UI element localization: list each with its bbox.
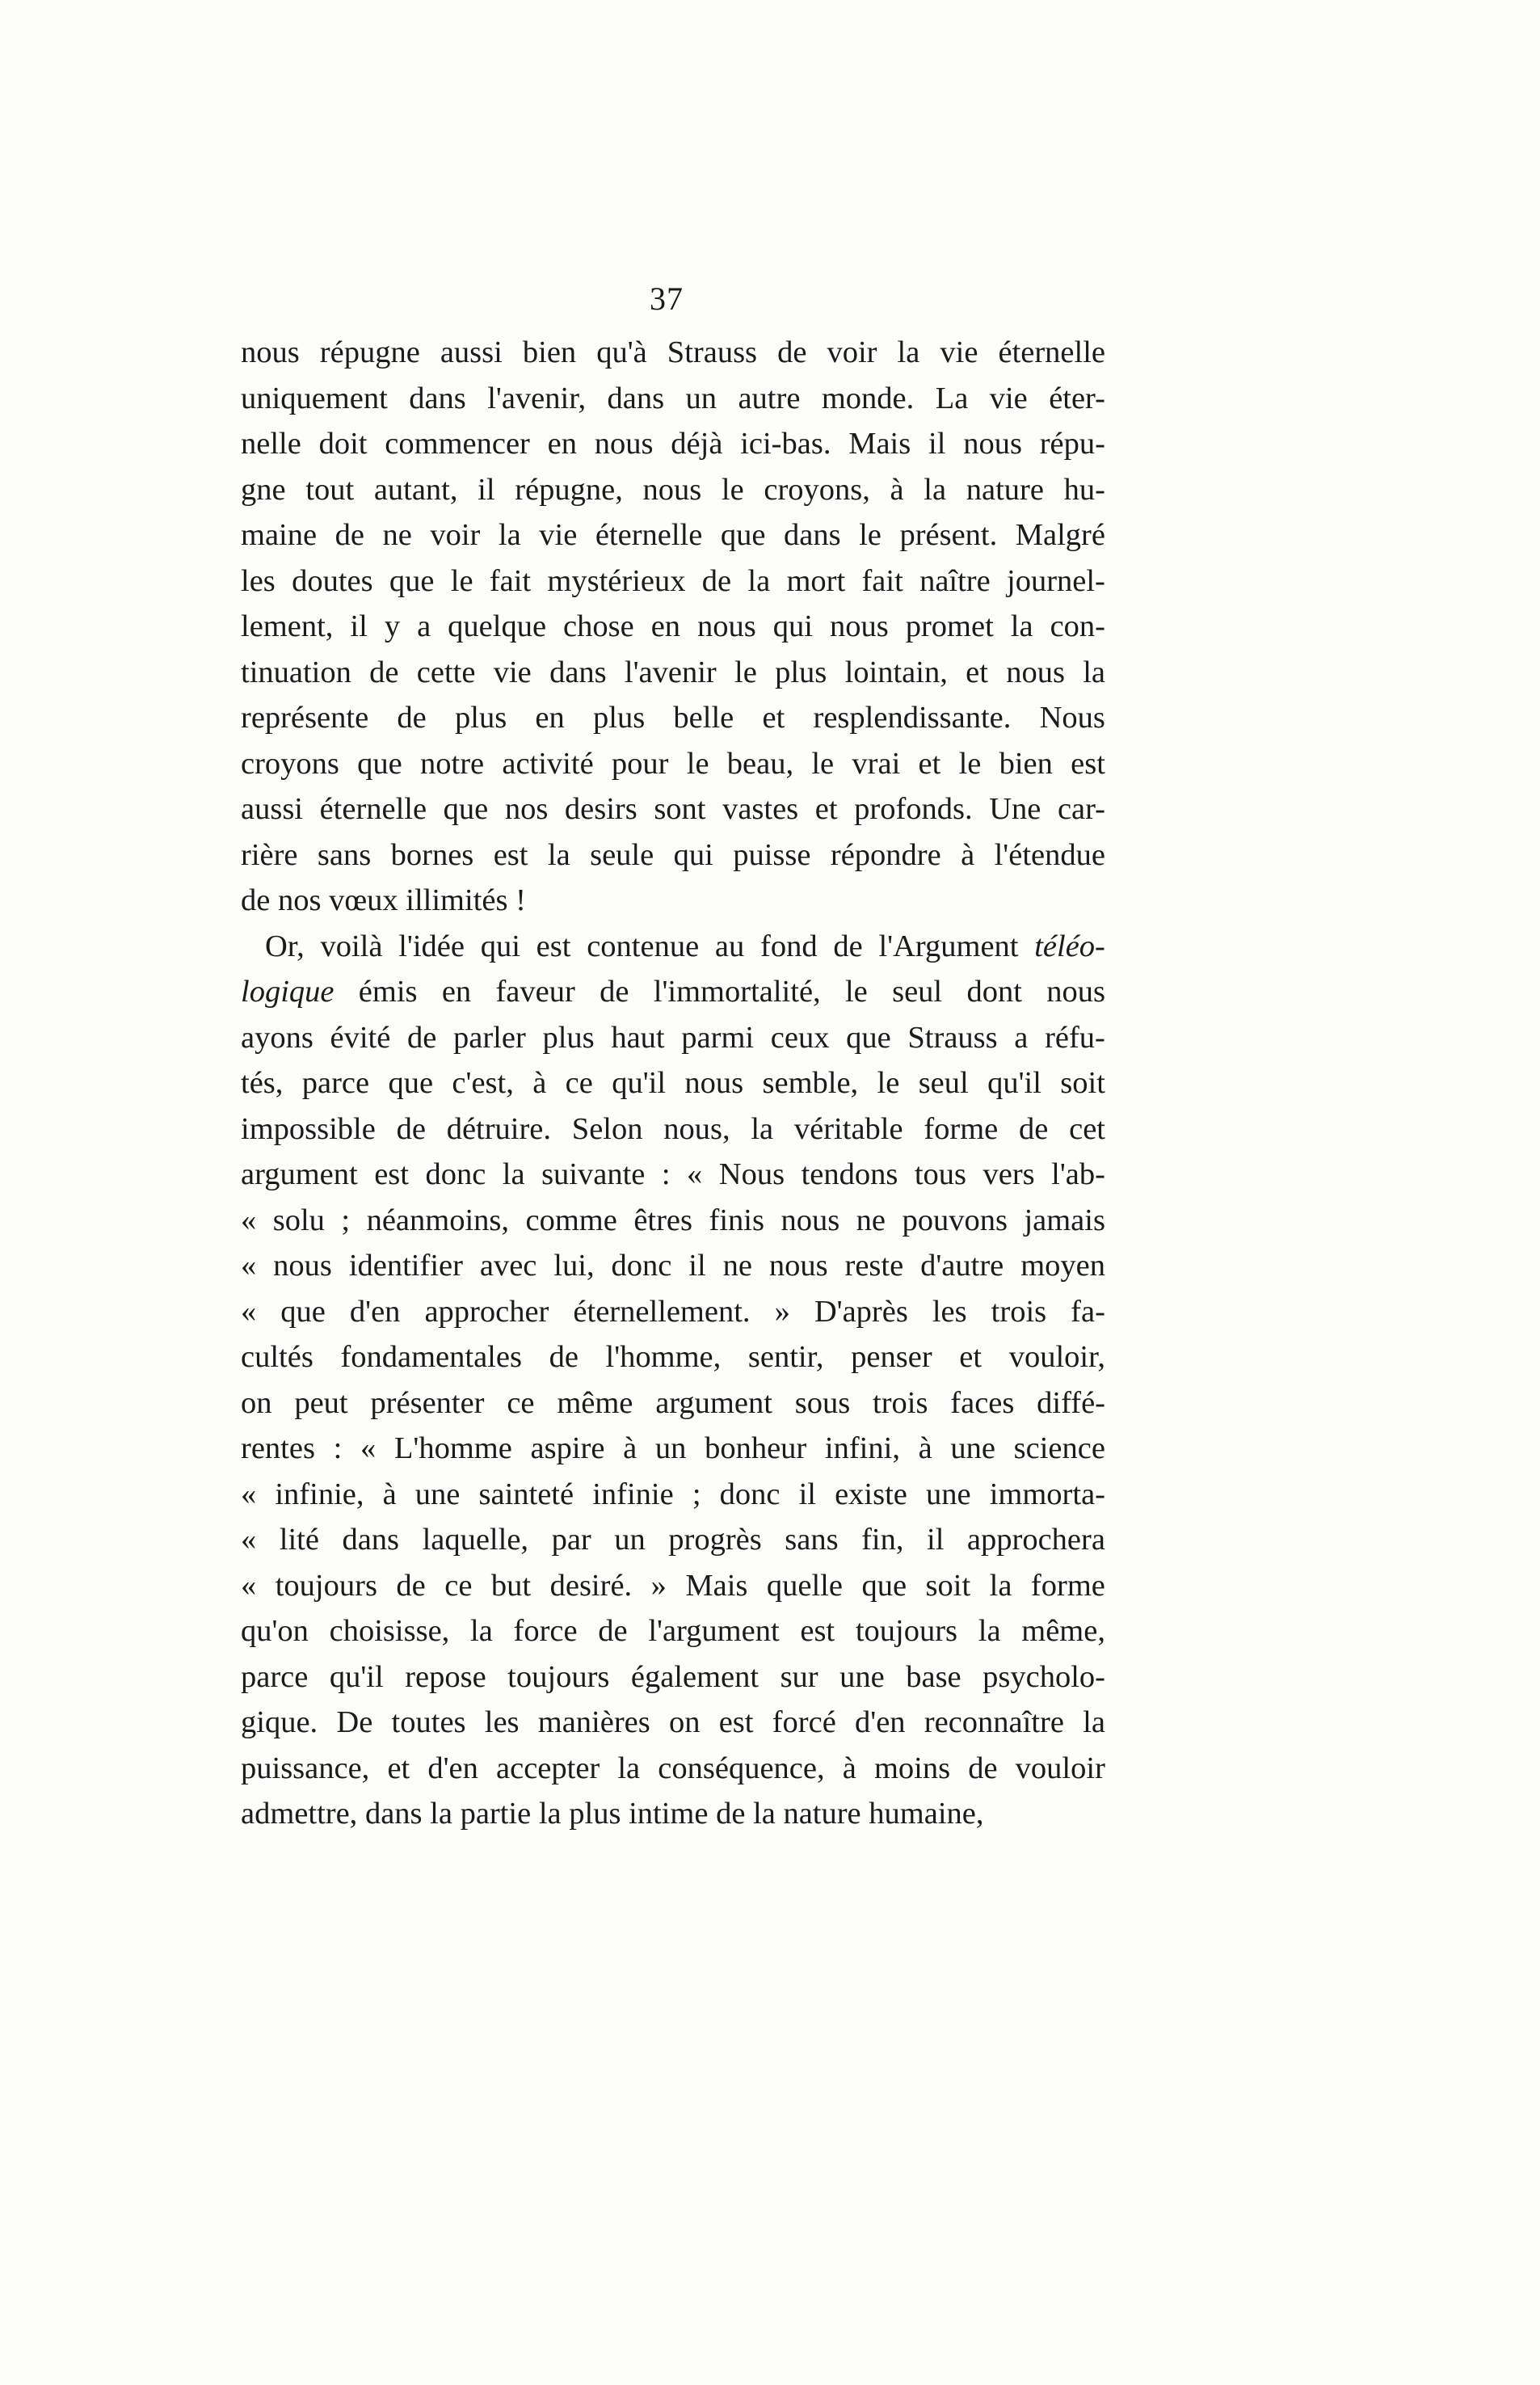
text-line: « lité dans laquelle, par un progrès sans fin, il approchera	[241, 1523, 1105, 1557]
text-line: « infinie, à une sainteté infinie ; donc il existe une immorta-	[241, 1477, 1105, 1511]
paragraph	[241, 330, 1105, 924]
text-line: on peut présenter ce même argument sous trois faces diffé-	[241, 1385, 1105, 1420]
text-line: maine de ne voir la vie éternelle que dans le présent. Malgré	[241, 518, 1105, 552]
text-line: de nos vœux illimités !	[241, 883, 526, 917]
text-line: cultés fondamentales de l'homme, sentir, penser et vouloir,	[241, 1340, 1105, 1374]
text-line: rière sans bornes est la seule qui puisse répondre à l'étendue	[241, 837, 1105, 872]
text-line: représente de plus en plus belle et resplendissante. Nous	[241, 701, 1105, 735]
page-number: 37	[650, 280, 684, 317]
text-line: « solu ; néanmoins, comme êtres finis nous ne pouvons jamais	[241, 1203, 1105, 1237]
text-line: qu'on choisisse, la force de l'argument est toujours la même,	[241, 1614, 1105, 1648]
text-line: argument est donc la suivante : « Nous tendons tous vers l'ab-	[241, 1157, 1105, 1191]
text-line: ayons évité de parler plus haut parmi ceux que Strauss a réfu-	[241, 1020, 1105, 1055]
text-line: « toujours de ce but desiré. » Mais quelle que soit la forme	[241, 1568, 1105, 1603]
text-line: « que d'en approcher éternellement. » D'après les trois fa-	[241, 1294, 1105, 1329]
text-line: impossible de détruire. Selon nous, la véritable forme de cet	[241, 1111, 1105, 1146]
text-line: rentes : « L'homme aspire à un bonheur infini, à une science	[241, 1431, 1105, 1465]
text-line: tés, parce que c'est, à ce qu'il nous semble, le seul qu'il soit	[241, 1066, 1105, 1100]
text-line: Or, voilà l'idée qui est contenue au fond de l'Argument téléo-	[265, 929, 1105, 963]
text-line: « nous identifier avec lui, donc il ne nous reste d'autre moyen	[241, 1249, 1105, 1283]
text-line: les doutes que le fait mystérieux de la mort fait naître journel-	[241, 563, 1105, 598]
body-text	[241, 330, 1105, 1837]
text-line: uniquement dans l'avenir, dans un autre monde. La vie éter-	[241, 381, 1105, 415]
text-line: gique. De toutes les manières on est forcé d'en reconnaître la	[241, 1705, 1105, 1739]
text-line: aussi éternelle que nos desirs sont vastes et profonds. Une car-	[241, 792, 1105, 826]
text-line: nelle doit commencer en nous déjà ici-bas. Mais il nous répu-	[241, 427, 1105, 461]
text-line: admettre, dans la partie la plus intime de la nature humaine,	[241, 1797, 984, 1831]
text-line: logique émis en faveur de l'immortalité, le seul dont nous	[241, 975, 1105, 1009]
text-line: nous répugne aussi bien qu'à Strauss de voir la vie éternelle	[241, 335, 1105, 369]
text-line: croyons que notre activité pour le beau, le vrai et le bien est	[241, 746, 1105, 781]
text-line: tinuation de cette vie dans l'avenir le plus lointain, et nous la	[241, 655, 1105, 689]
text-line: puissance, et d'en accepter la conséquence, à moins de vouloir	[241, 1751, 1105, 1785]
text-line: gne tout autant, il répugne, nous le croyons, à la nature hu-	[241, 472, 1105, 507]
paragraph	[241, 924, 1105, 1837]
text-line: lement, il y a quelque chose en nous qui nous promet la con-	[241, 609, 1105, 643]
text-line: parce qu'il repose toujours également sur une base psycholo-	[241, 1659, 1105, 1694]
